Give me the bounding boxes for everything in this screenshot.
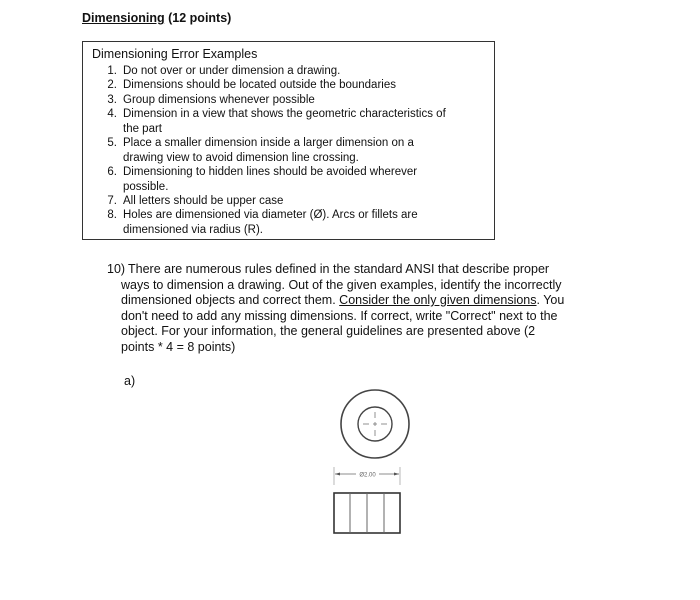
front-view	[334, 493, 400, 533]
rule-text: drawing view to avoid dimension line crossing.	[123, 151, 359, 164]
rule-text: Dimension in a view that shows the geometric characteristics of	[123, 108, 446, 120]
top-view	[341, 390, 409, 458]
question-line-part: . You	[536, 293, 565, 307]
rule-text: Place a smaller dimension inside a larger dimension on a	[123, 137, 414, 149]
section-heading-points: (12 points)	[164, 11, 232, 25]
section-heading-title: Dimensioning	[82, 11, 165, 25]
arrowhead	[394, 473, 399, 476]
rule-text: Dimensions should be located outside the boundaries	[123, 79, 396, 91]
question-number: 10)	[107, 262, 126, 276]
rule-text: Group dimensions whenever possible	[123, 94, 315, 106]
guidelines-box	[82, 41, 495, 240]
question-line: ways to dimension a drawing. Out of the given examples, identify the incorrectly	[121, 277, 562, 292]
rule-text: All letters should be upper case	[123, 195, 284, 207]
rule-number: 5.	[107, 137, 117, 149]
arrowhead	[335, 473, 340, 476]
rule-number: 2.	[107, 79, 117, 91]
rule-text: Do not over or under dimension a drawing.	[123, 65, 341, 77]
question-text	[121, 262, 627, 355]
rule-text: possible.	[123, 180, 169, 193]
diameter-dimension	[334, 467, 400, 485]
question-line: don't need to add any missing dimensions. If correct, write "Correct" next to the	[121, 308, 558, 323]
question-line: There are numerous rules defined in the standard ANSI that describe proper	[128, 262, 550, 276]
question-line-part: dimensioned objects and correct them.	[121, 293, 340, 307]
question-line: object. For your information, the general guidelines are presented above (2	[121, 324, 536, 338]
section-heading	[82, 11, 231, 25]
question-10	[107, 262, 627, 355]
technical-drawing	[320, 385, 430, 545]
rule-number: 3.	[107, 94, 117, 106]
rule-text: Dimensioning to hidden lines should be avoided wherever	[123, 166, 418, 178]
rule-text: Holes are dimensioned via diameter (Ø). Arcs or fillets are	[123, 209, 418, 221]
rule-text: dimensioned via radius (R).	[123, 223, 263, 236]
rule-number: 4.	[107, 108, 117, 120]
rule-number: 8.	[107, 209, 117, 221]
part-a-label: a)	[124, 374, 136, 388]
question-line	[121, 293, 627, 309]
rule-text: the part	[123, 122, 162, 135]
rule-number: 7.	[107, 195, 117, 207]
rule-number: 1.	[107, 65, 117, 77]
underlined-instruction: Consider the only given dimensions	[339, 293, 537, 307]
dimension-text: Ø2.00	[359, 472, 376, 479]
guidelines-title: Dimensioning Error Examples	[92, 47, 258, 61]
rule-number: 6.	[107, 166, 117, 178]
question-line: points * 4 = 8 points)	[121, 339, 236, 354]
